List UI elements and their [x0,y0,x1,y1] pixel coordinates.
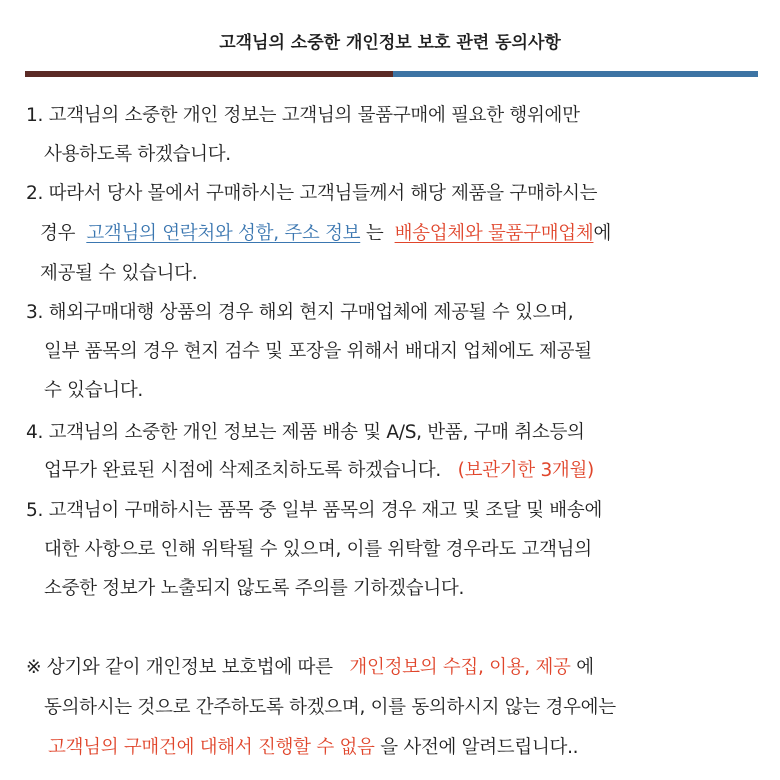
no-purchase-highlight: 고객님의 구매건에 대해서 진행할 수 없음 [48,737,375,758]
title-divider-right [393,71,758,77]
notice-line-3 [48,735,578,761]
item-2-text-to: 에 [593,223,612,244]
personal-info-highlight: 고객님의 연락처와 성함, 주소 정보 [86,223,361,244]
item-5-line-2: 대한 사항으로 인해 위탁될 수 있으며, 이를 위탁할 경우라도 고객님의 [44,539,592,560]
item-4-text: 업무가 완료된 시점에 삭제조치하도록 하겠습니다. [44,460,441,481]
notice-line-1 [26,655,594,681]
item-2-line-3: 제공될 수 있습니다. [40,263,198,284]
item-4-line-1: 4. 고객님의 소중한 개인 정보는 제품 배송 및 A/S, 반품, 구매 취소등의 [26,422,585,443]
delivery-vendor-highlight: 배송업체와 물품구매업체 [394,223,594,244]
notice-text-3: 을 사전에 알려드립니다.. [380,737,579,758]
item-5-line-3: 소중한 정보가 노출되지 않도록 주의를 기하겠습니다. [44,578,465,599]
item-3-line-2: 일부 품목의 경우 현지 검수 및 포장을 위해서 배대지 업체에도 제공될 [44,341,592,362]
page-title: 고객님의 소중한 개인정보 보호 관련 동의사항 [219,33,561,53]
item-2-text-case: 경우 [40,223,76,244]
item-3-line-1: 3. 해외구매대행 상품의 경우 해외 현지 구매업체에 제공될 수 있으며, [26,302,574,323]
retention-period-highlight: (보관기한 3개월) [457,460,594,481]
notice-text-1: ※ 상기와 같이 개인정보 보호법에 따른 [26,657,333,678]
item-1-line-1: 1. 고객님의 소중한 개인 정보는 고객님의 물품구매에 필요한 행위에만 [26,105,580,126]
title-divider-left [25,71,393,77]
item-2-text-particle: 는 [365,223,384,244]
notice-line-2: 동의하시는 것으로 간주하도록 하겠으며, 이를 동의하시지 않는 경우에는 [44,697,616,718]
notice-text-particle: 에 [576,657,594,678]
item-2-line-1: 2. 따라서 당사 몰에서 구매하시는 고객님들께서 해당 제품을 구매하시는 [26,183,598,204]
item-3-line-3: 수 있습니다. [44,380,144,401]
item-5-line-1: 5. 고객님이 구매하시는 품목 중 일부 품목의 경우 재고 및 조달 및 배송에 [26,500,603,521]
item-1-line-2: 사용하도록 하겠습니다. [44,144,231,165]
item-2-line-2 [40,221,611,247]
item-4-line-2 [44,458,594,484]
consent-scope-highlight: 개인정보의 수집, 이용, 제공 [349,657,571,678]
